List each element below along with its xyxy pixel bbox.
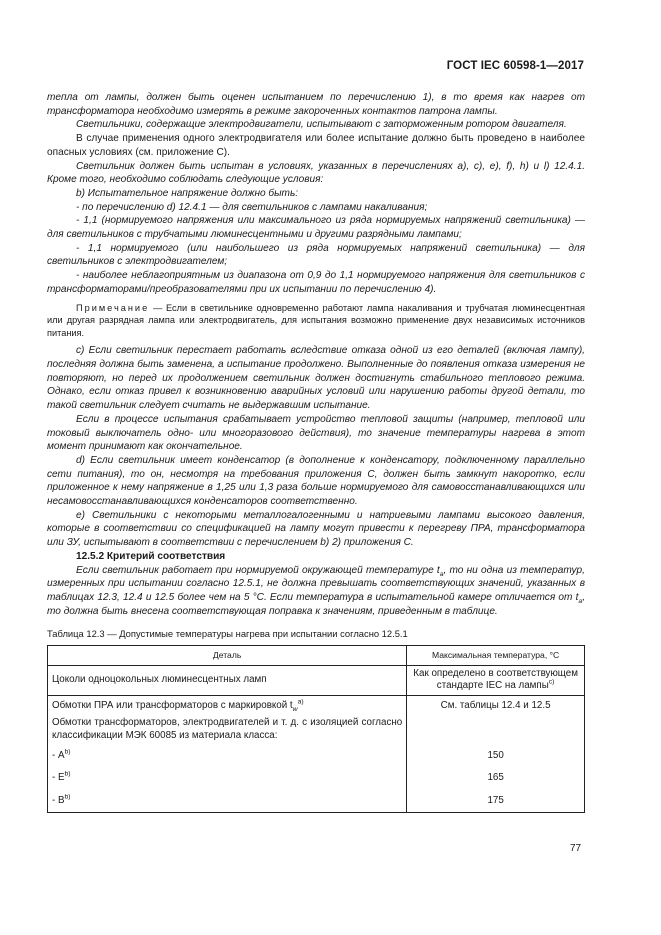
table-cell bbox=[407, 714, 585, 744]
table-row bbox=[48, 767, 585, 790]
paragraph: Светильник должен быть испытан в условиях, указанных в перечислениях а), с), е), f), h) и l) 12.4.1. Кроме того, необходимо соблюдать следующие условия: bbox=[47, 160, 585, 186]
superscript: a) bbox=[297, 698, 304, 706]
table-cell: 165 bbox=[407, 767, 585, 790]
cell-text: Обмотки ПРА или трансформаторов с маркировкой t bbox=[52, 699, 293, 711]
table-cell bbox=[48, 790, 407, 813]
table-cell: Обмотки трансформаторов, электродвигателей и т. д. с изоляцией согласно классификации МЭК 60085 из материала класса: bbox=[48, 714, 407, 744]
note-label: Примечание bbox=[76, 302, 150, 313]
table-caption: Таблица 12.3 — Допустимые температуры нагрева при испытании согласно 12.5.1 bbox=[47, 628, 408, 640]
superscript: b) bbox=[64, 793, 71, 801]
table-row bbox=[48, 665, 585, 695]
list-item: - по перечислению d) 12.4.1 — для светильников с лампами накаливания; bbox=[76, 201, 428, 213]
standard-header: ГОСТ IEC 60598-1—2017 bbox=[446, 60, 584, 72]
table-row bbox=[48, 695, 585, 714]
table-cell: Цоколи одноцокольных люминесцентных ламп bbox=[48, 665, 407, 695]
page-number: 77 bbox=[570, 843, 582, 854]
table-cell: 175 bbox=[407, 790, 585, 813]
page-body bbox=[47, 91, 585, 813]
note bbox=[47, 302, 585, 340]
note-text: — Если в светильнике одновременно работают лампа накаливания и трубчатая люминесцентная или другая разрядная лампа или электродвигатель, для испытания возможно применение двух независимых источников питания. bbox=[47, 302, 585, 338]
table-cell: См. таблицы 12.4 и 12.5 bbox=[407, 695, 585, 714]
table-row bbox=[48, 790, 585, 813]
paragraph: тепла от лампы, должен быть оценен испытанием по перечислению 1), в то время как нагрев от трансформатора необходимо измерять в режиме закороченных контактов патрона лампы. bbox=[47, 92, 585, 117]
paragraph: b) Испытательное напряжение должно быть: bbox=[76, 187, 299, 199]
list-item: - 1,1 нормируемого (или наибольшего из ряда нормируемых напряжений светильника) — для светильников с электродвигателем; bbox=[47, 242, 585, 268]
section-heading: 12.5.2 Критерий соответствия bbox=[76, 550, 226, 562]
paragraph: В случае применения одного электродвигателя или более испытание должно быть проведено в наиболее опасных условиях (см. приложение С). bbox=[47, 133, 585, 158]
paragraph: Светильники, содержащие электродвигатели, испытывают с заторможенным ротором двигателя. bbox=[76, 119, 567, 131]
temperature-table bbox=[47, 645, 585, 813]
table-header-row bbox=[48, 646, 585, 666]
paragraph: d) Если светильник имеет конденсатор (в дополнение к конденсатору, подключенному параллельно сети питания), то он, несмотря на требования приложения С, должен быть замкнут накоротко, если приложенное к нему напряжение в 1,25 или 1,3 раза больше нормируемого для самовосстанавливающихся или несамовосстанавливающихся конденсаторов соответственно. bbox=[47, 454, 585, 508]
superscript: b) bbox=[64, 770, 71, 778]
text-run: , то ни одна из температур, измеренных при испытании согласно 12.5.1, не должна превышать соответствующих значений, указанных в таблицах 12.3, 12.4 и 12.5 более чем на 5 °C. Если температура в испытательной камере отличается от t bbox=[47, 564, 585, 603]
list-item: - 1,1 (нормируемого напряжения или максимального из ряда нормируемых напряжений светильника) — для светильников с трубчатыми люминесцентными и другими разрядными лампами; bbox=[47, 215, 585, 241]
cell-text: - В bbox=[52, 794, 65, 806]
table-cell bbox=[407, 665, 585, 695]
column-header-part: Деталь bbox=[48, 646, 407, 666]
cell-text: Как определено в соответствующем стандарте IEC на лампы bbox=[413, 667, 578, 692]
text-run: Если светильник работает при нормируемой окружающей температуре t bbox=[76, 564, 440, 576]
text-run: , то должна быть внесена соответствующая поправка к значениям, приведенным в таблице. bbox=[47, 591, 585, 617]
table-cell bbox=[48, 695, 407, 714]
paragraph: Если в процессе испытания срабатывает устройство тепловой защиты (например, тепловой или токовый выключатель одно- или многоразового действия), то значение температуры нагрева в этот момент принимают как окончательное. bbox=[47, 413, 585, 453]
paragraph: с) Если светильник перестает работать вследствие отказа одной из его деталей (включая лампу), последняя должна быть заменена, а испытание продолжено. Выполненные до появления отказа измерения не повторяют, но перед их продолжением светильник должен достигнуть стабильного теплового режима. Однако, если отказ привел к возникновению аварийных условий или нарушению работы другой детали, то такой светильник следует считать не выдержавшим испытание. bbox=[47, 345, 585, 412]
table-row bbox=[48, 714, 585, 744]
paragraph bbox=[47, 564, 585, 619]
superscript: b) bbox=[64, 748, 71, 756]
subscript: w bbox=[292, 705, 298, 713]
table-row bbox=[48, 745, 585, 768]
cell-text: - А bbox=[52, 749, 65, 761]
subscript: a bbox=[439, 570, 444, 578]
subscript: a bbox=[578, 598, 583, 605]
paragraph: е) Светильники с некоторыми металлогалогенными и натриевыми лампами высокого давления, которые в соответствии со спецификацией на лампу могут привести к перегреву ПРА, трансформатора или ЗУ, испытывают в соответствии с перечислением b) 2) приложения С. bbox=[47, 509, 585, 549]
list-item: - наиболее неблагоприятным из диапазона от 0,9 до 1,1 нормируемого напряжения для светильников с трансформаторами/преобразователями при их испытании по перечислению 4). bbox=[47, 270, 585, 295]
cell-text: - Е bbox=[52, 772, 65, 784]
table-cell bbox=[48, 767, 407, 790]
table-cell: 150 bbox=[407, 745, 585, 768]
superscript: c) bbox=[548, 679, 555, 687]
table-cell bbox=[48, 745, 407, 768]
column-header-temperature: Максимальная температура, °С bbox=[407, 646, 585, 666]
